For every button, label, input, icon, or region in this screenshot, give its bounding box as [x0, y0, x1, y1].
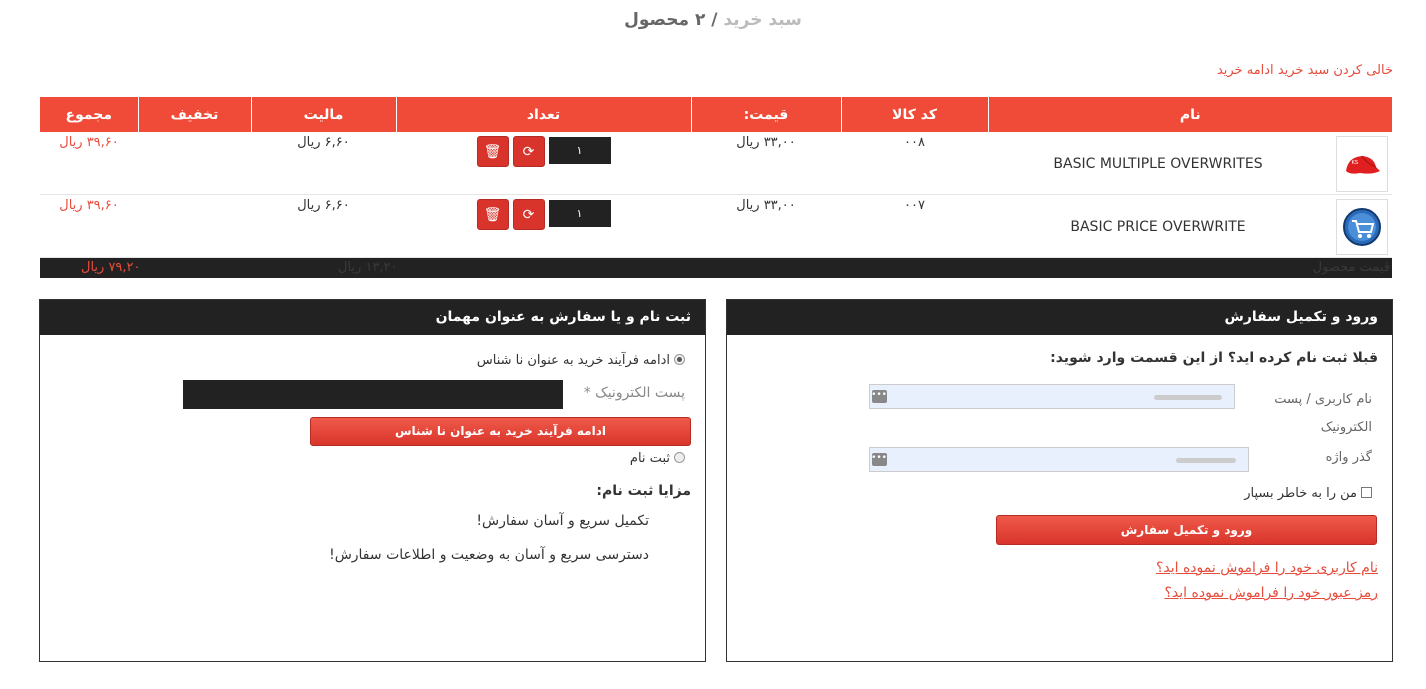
guest-email-input[interactable]	[183, 380, 563, 409]
register-option-label: ثبت نام	[629, 451, 670, 466]
cart-table-wrapper	[40, 97, 1392, 258]
login-intro: قبلا ثبت نام کرده اید؟ از این قسمت وارد شوید:	[1050, 350, 1378, 366]
refresh-icon: ⟳	[522, 206, 535, 223]
page-title	[0, 10, 1426, 30]
login-panel-heading: ورود و تکمیل سفارش	[727, 300, 1392, 335]
password-input[interactable]	[869, 447, 1249, 472]
guest-continue-button[interactable]: ادامه فرآیند خرید به عنوان نا شناس	[310, 417, 691, 446]
username-input[interactable]	[869, 384, 1235, 409]
cart-row-tax: ۶,۶۰ ریال	[251, 132, 396, 195]
product-name[interactable]: BASIC PRICE OVERWRITE	[1070, 219, 1246, 235]
cart-row-total: ۳۹,۶۰ ریال	[40, 195, 138, 258]
username-value-masked	[1154, 395, 1222, 400]
page-title-count: ۲ محصول	[624, 10, 706, 30]
cart-table	[40, 97, 1392, 258]
register-option[interactable]	[630, 451, 685, 466]
col-header-sku: کد کالا	[841, 97, 988, 132]
update-qty-button[interactable]	[513, 199, 545, 230]
forgot-password-link[interactable]: رمز عبور خود را فراموش نموده اید؟	[1164, 585, 1378, 601]
benefits-title: مزایا ثبت نام:	[596, 483, 691, 499]
benefit-item: دسترسی سریع و آسان به وضعیت و اطلاعات سفارش!	[329, 547, 649, 563]
empty-cart-link[interactable]: خالی کردن سبد خرید	[1277, 63, 1393, 78]
quantity-input[interactable]	[549, 200, 611, 227]
password-manager-icon[interactable]: •••	[872, 390, 887, 403]
cart-row-product	[988, 132, 1392, 195]
cart-summary-bar	[40, 258, 1392, 278]
delete-item-button[interactable]	[477, 199, 509, 230]
cart-row-total: ۳۹,۶۰ ریال	[40, 132, 138, 195]
cart-row-price: ۳۳,۰۰ ریال	[691, 132, 841, 195]
cart-row-sku: ۰۰۸	[841, 132, 988, 195]
shopping-cart-logo-icon[interactable]	[1336, 199, 1388, 255]
password-value-masked	[1176, 458, 1236, 463]
cart-row-price: ۳۳,۰۰ ریال	[691, 195, 841, 258]
guest-panel-heading: ثبت نام و یا سفارش به عنوان مهمان	[40, 300, 705, 335]
col-header-total: مجموع	[40, 97, 138, 132]
remember-me-checkbox[interactable]	[1361, 487, 1372, 498]
cart-row-qty	[396, 132, 691, 195]
username-label: نام کاربری / پست الکترونیک	[1274, 392, 1372, 435]
cart-row-sku: ۰۰۷	[841, 195, 988, 258]
summary-total: ۷۹,۲۰ ریال	[81, 260, 141, 275]
svg-text:KS: KS	[1351, 160, 1358, 166]
red-cap-icon[interactable]	[1336, 136, 1388, 192]
login-submit-button[interactable]: ورود و تکمیل سفارش	[996, 515, 1377, 545]
cart-row	[40, 195, 1392, 258]
password-manager-icon[interactable]: •••	[872, 453, 887, 466]
guest-radio[interactable]	[674, 354, 685, 365]
guest-option[interactable]	[477, 353, 685, 368]
col-header-tax: مالیت	[251, 97, 396, 132]
forgot-username-link[interactable]: نام کاربری خود را فراموش نموده اید؟	[1155, 560, 1378, 576]
login-panel	[726, 299, 1393, 662]
quantity-input[interactable]	[549, 137, 611, 164]
col-header-price: قیمت:	[691, 97, 841, 132]
trash-icon: 🗑	[483, 143, 502, 160]
guest-panel	[39, 299, 706, 662]
cart-row-product	[988, 195, 1392, 258]
page-title-main: سبد خرید	[723, 10, 802, 30]
update-qty-button[interactable]	[513, 136, 545, 167]
delete-item-button[interactable]	[477, 136, 509, 167]
benefit-item: تکمیل سریع و آسان سفارش!	[476, 513, 649, 529]
trash-icon: 🗑	[483, 206, 502, 223]
remember-me[interactable]	[1244, 486, 1372, 501]
col-header-qty: تعداد	[396, 97, 691, 132]
col-header-name: نام	[988, 97, 1392, 132]
cart-row-discount	[138, 195, 251, 258]
register-radio[interactable]	[674, 452, 685, 463]
summary-label: قیمت محصول	[1312, 260, 1390, 275]
col-header-discount: تخفیف	[138, 97, 251, 132]
remember-me-label: من را به خاطر بسپار	[1244, 486, 1357, 501]
cart-actions	[1217, 63, 1393, 78]
guest-email-placeholder: پست الکترونیک *	[583, 385, 685, 401]
product-name[interactable]: BASIC MULTIPLE OVERWRITES	[1053, 156, 1263, 172]
password-label: گذر واژه	[1325, 450, 1372, 465]
refresh-icon: ⟳	[522, 143, 535, 160]
cart-header-row	[40, 97, 1392, 132]
page-title-sep: /	[705, 10, 724, 30]
summary-tax: ۱۳,۲۰ ریال	[338, 260, 398, 275]
cart-row	[40, 132, 1392, 195]
cart-row-discount	[138, 132, 251, 195]
guest-option-label: ادامه فرآیند خرید به عنوان نا شناس	[476, 353, 670, 368]
continue-shopping-link[interactable]: ادامه خرید	[1216, 63, 1274, 78]
cart-row-tax: ۶,۶۰ ریال	[251, 195, 396, 258]
cart-row-qty	[396, 195, 691, 258]
